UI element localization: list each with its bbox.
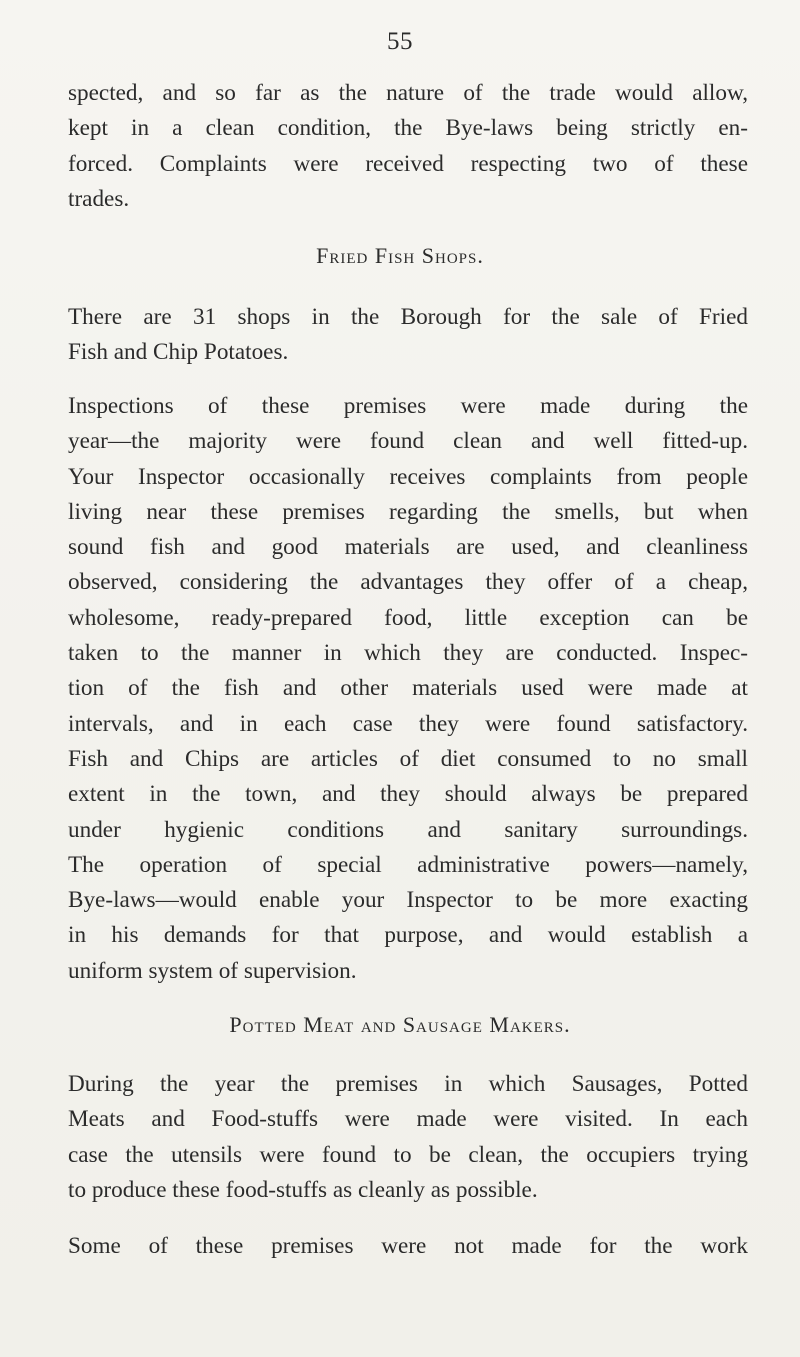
paragraph [68,76,748,217]
intro-paragraph [68,76,748,217]
potted-meat-paragraph-2 [68,1229,748,1264]
text-line: living near these premises regarding the smells, but when [68,498,748,525]
page-number: 55 [387,28,413,55]
text-line: During the year the premises in which Sausages, Potted [68,1071,748,1097]
text-line: case the utensils were found to be clean, the occupiers trying [68,1141,748,1168]
paragraph [68,1067,748,1208]
text-line: Your Inspector occasionally receives complaints from people [68,463,748,490]
text-line: forced. Complaints were received respecting two of these [68,150,748,177]
potted-meat-paragraph-1 [68,1067,748,1208]
paragraph [68,1229,748,1264]
text-line: taken to the manner in which they are conducted. Inspec- [68,640,748,667]
text-line: sound fish and good materials are used, and cleanliness [68,534,748,561]
paragraph [68,300,748,371]
text-line: Inspections of these premises were made during the [68,393,748,419]
text-line: intervals, and in each case they were found satisfactory. [68,710,748,737]
text-line: Bye-laws—would enable your Inspector to be more exacting [68,887,748,914]
text-line: uniform system of supervision. [68,957,357,984]
section-heading-fried-fish: Fried Fish Shops. [316,243,484,268]
fried-fish-paragraph-2 [68,389,748,989]
text-line: There are 31 shops in the Borough for the sale of Fried [68,304,748,330]
text-line: trades. [68,185,130,212]
text-line: year—the majority were found clean and well fitted-up. [68,428,748,455]
text-line: Some of these premises were not made for the work [68,1233,748,1259]
text-line: The operation of special administrative powers—namely, [68,851,748,878]
text-line: kept in a clean condition, the Bye-laws being strictly en- [68,115,748,142]
text-line: tion of the fish and other materials used were made at [68,675,748,702]
text-line: under hygienic conditions and sanitary surroundings. [68,816,748,843]
text-line: Fish and Chip Potatoes. [68,339,289,366]
text-line: to produce these food-stuffs as cleanly as possible. [68,1176,538,1203]
text-line: in his demands for that purpose, and would establish a [68,922,748,949]
text-line: observed, considering the advantages they offer of a cheap, [68,569,748,596]
paragraph [68,389,748,989]
text-line: extent in the town, and they should always be prepared [68,781,748,808]
text-line: Fish and Chips are articles of diet consumed to no small [68,745,748,772]
text-line: Meats and Food-stuffs were made were visited. In each [68,1106,748,1133]
text-line: spected, and so far as the nature of the trade would allow, [68,80,748,106]
fried-fish-paragraph-1 [68,300,748,371]
text-line: wholesome, ready-prepared food, little exception can be [68,604,748,631]
section-heading-potted-meat: Potted Meat and Sausage Makers. [229,1012,571,1037]
